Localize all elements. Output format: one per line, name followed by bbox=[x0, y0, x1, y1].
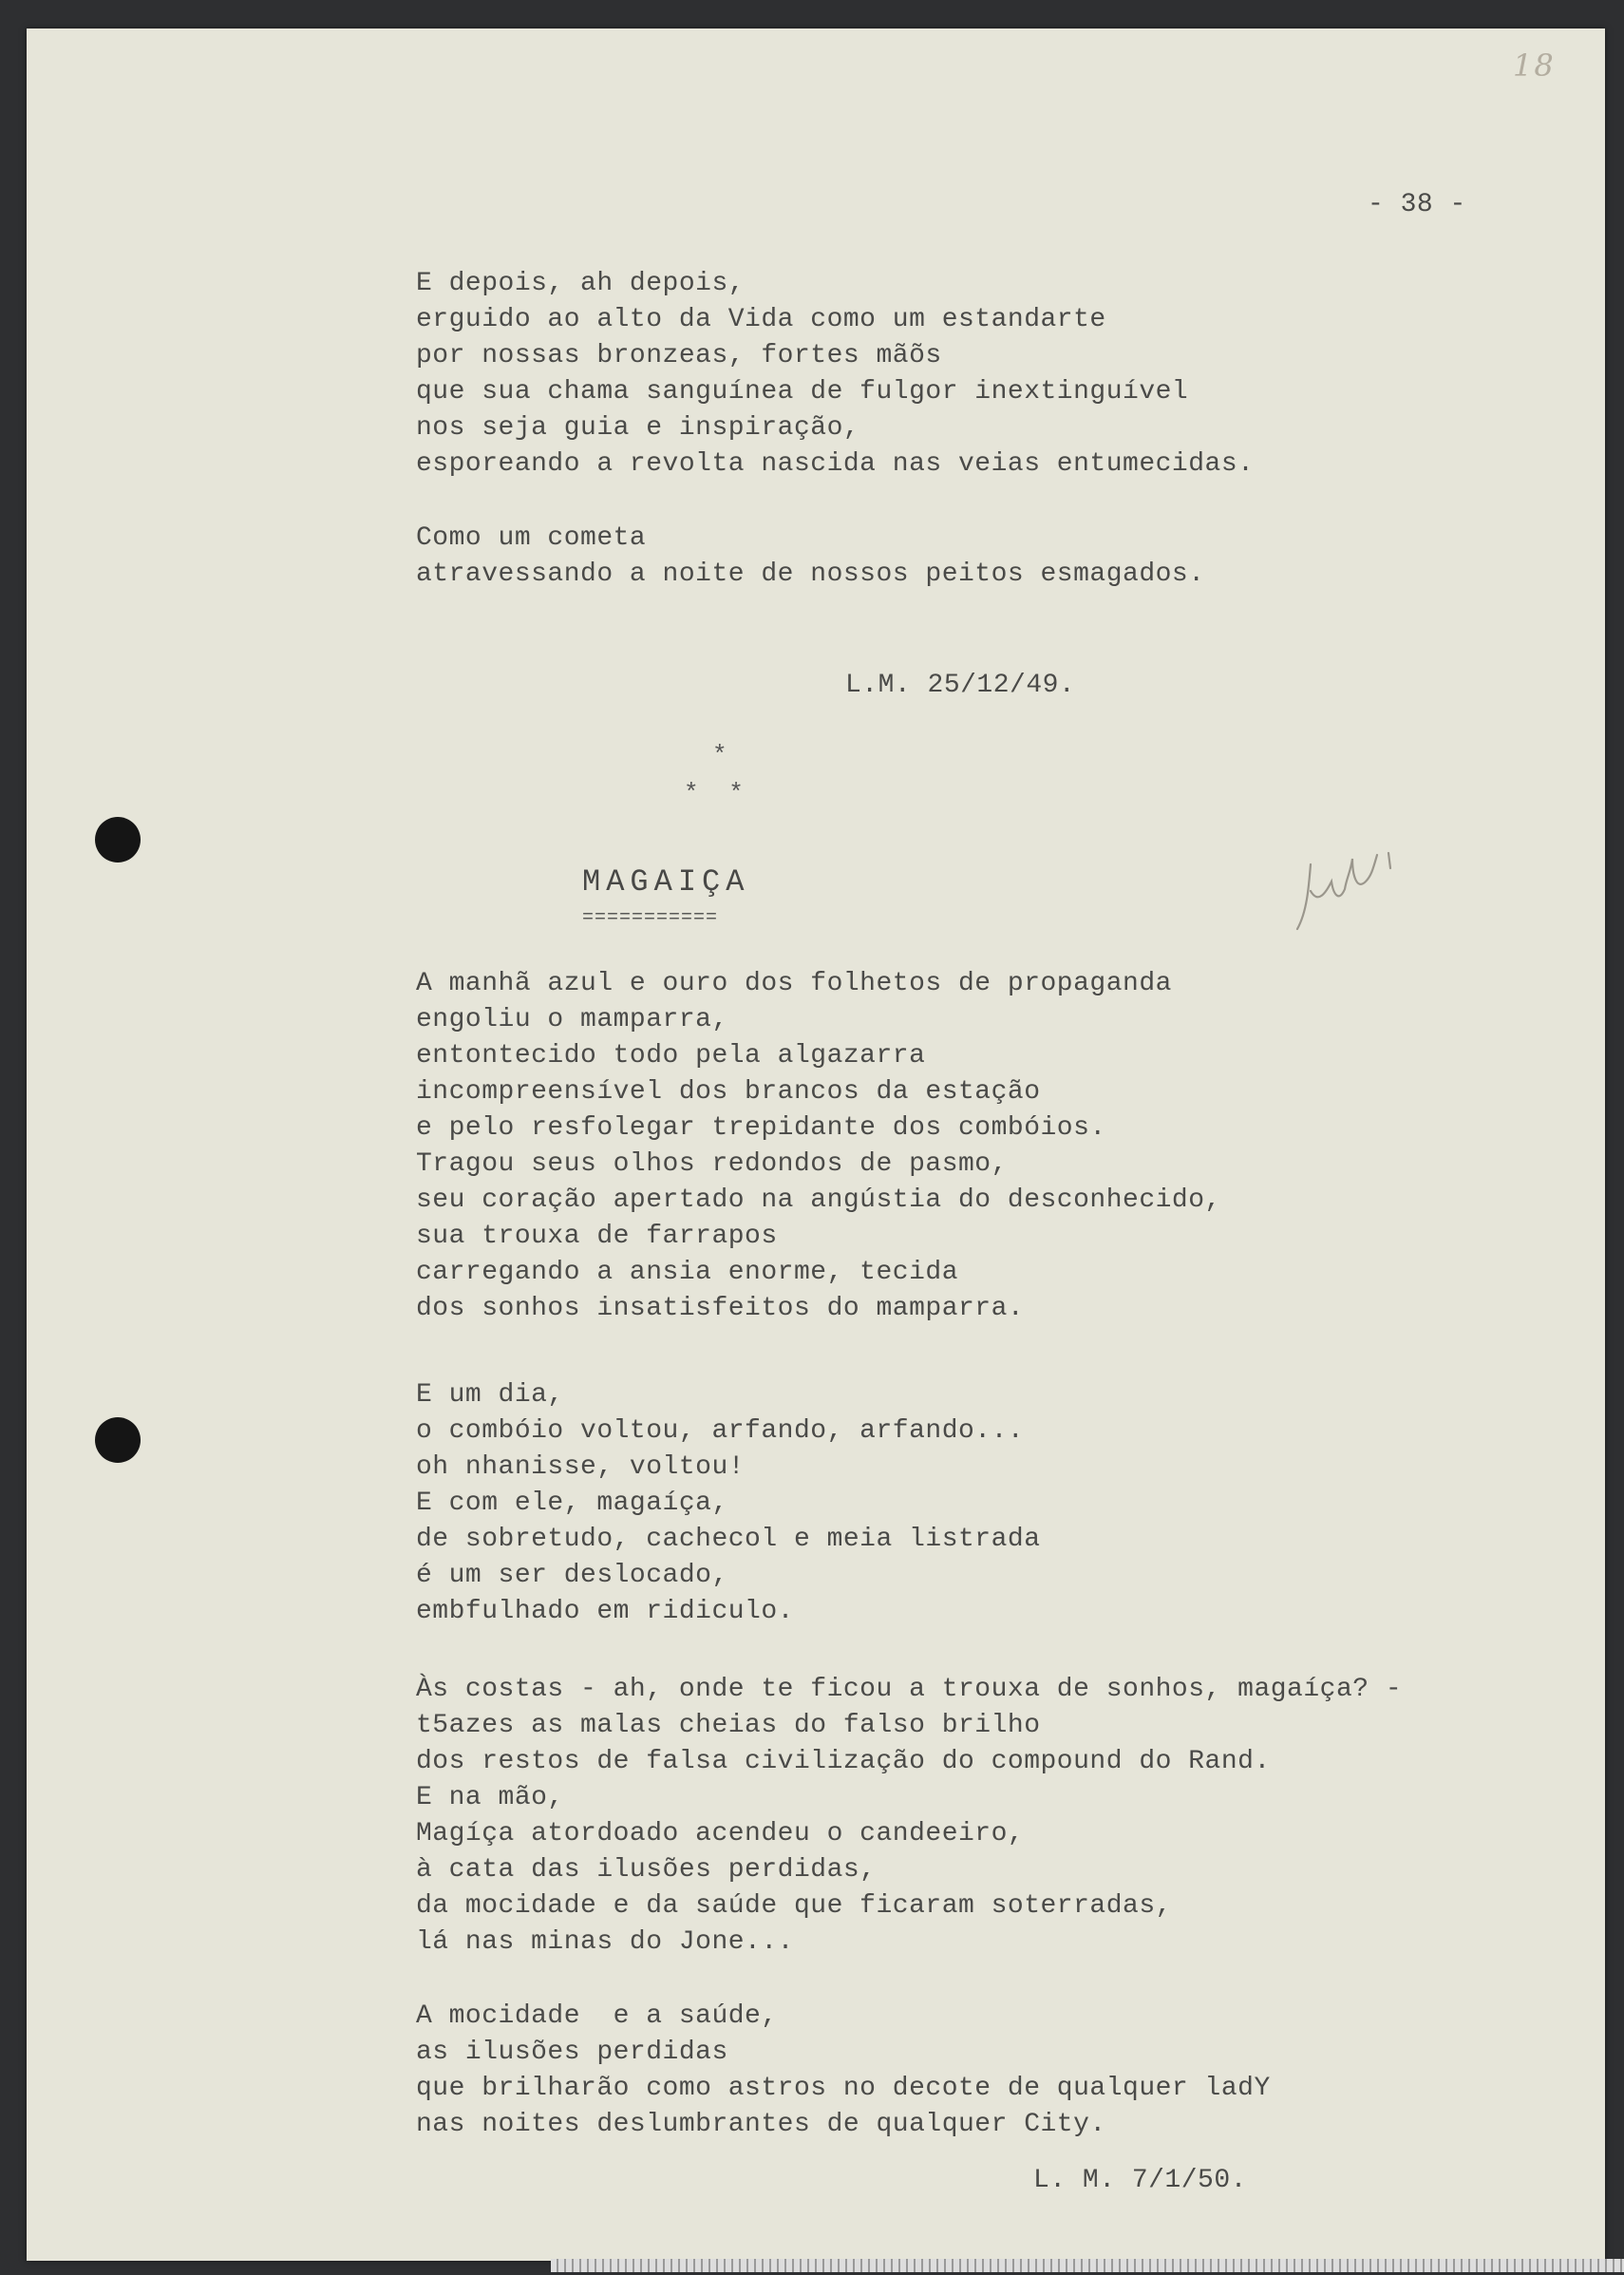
poem-line: E um dia, bbox=[416, 1380, 564, 1410]
stanza-4 bbox=[416, 1377, 1041, 1630]
poem-line: por nossas bronzeas, fortes mãõs bbox=[416, 341, 942, 370]
poem-line: à cata das ilusões perdidas, bbox=[416, 1855, 877, 1885]
poem-line: e pelo resfolegar trepidante dos combóios. bbox=[416, 1113, 1106, 1143]
poem-line: incompreensível dos brancos da estação bbox=[416, 1077, 1041, 1107]
poem-title: MAGAIÇA bbox=[582, 864, 750, 900]
poem-line: é um ser deslocado, bbox=[416, 1561, 728, 1590]
poem-line: dos sonhos insatisfeitos do mamparra. bbox=[416, 1294, 1025, 1323]
poem-line: E com ele, magaíça, bbox=[416, 1488, 728, 1518]
poem-line: que brilharão como astros no decote de qualquer ladY bbox=[416, 2074, 1271, 2103]
document-page bbox=[27, 28, 1605, 2261]
page-number: - 38 - bbox=[1368, 190, 1466, 219]
poem-line: E depois, ah depois, bbox=[416, 269, 746, 298]
poem-line: Às costas - ah, onde te ficou a trouxa de sonhos, magaíça? - bbox=[416, 1675, 1403, 1704]
separator-stars-bottom: * * bbox=[684, 779, 751, 807]
title-underline: =========== bbox=[582, 907, 719, 929]
stanza-1 bbox=[416, 266, 1254, 483]
poem-line: Tragou seus olhos redondos de pasmo, bbox=[416, 1149, 1008, 1179]
poem-line: seu coração apertado na angústia do desconhecido, bbox=[416, 1185, 1221, 1215]
poem-line: entontecido todo pela algazarra bbox=[416, 1041, 926, 1071]
poem-line: t5azes as malas cheias do falso brilho bbox=[416, 1711, 1041, 1740]
poem-line: de sobretudo, cachecol e meia listrada bbox=[416, 1525, 1041, 1554]
stanza-6 bbox=[416, 1999, 1271, 2143]
punch-hole-top bbox=[95, 817, 141, 863]
poem-line: Como um cometa bbox=[416, 523, 647, 553]
pencil-annotation bbox=[1290, 836, 1404, 940]
separator-star-top: * bbox=[712, 741, 727, 769]
poem-line: erguido ao alto da Vida como um estandarte bbox=[416, 305, 1106, 334]
stanza-5 bbox=[416, 1672, 1402, 1961]
poem-line: sua trouxa de farrapos bbox=[416, 1222, 778, 1251]
poem-line: E na mão, bbox=[416, 1783, 564, 1812]
manuscript-number: 18 bbox=[1513, 47, 1556, 84]
poem-line: atravessando a noite de nossos peitos esmagados. bbox=[416, 559, 1205, 589]
poem-line: A mocidade e a saúde, bbox=[416, 2001, 778, 2031]
scan-scale-ruler bbox=[551, 2259, 1624, 2272]
poem-line: Magíça atordoado acendeu o candeeiro, bbox=[416, 1819, 1025, 1848]
poem-line: as ilusões perdidas bbox=[416, 2038, 728, 2067]
poem-line: A manhã azul e ouro dos folhetos de propaganda bbox=[416, 969, 1172, 998]
poem-line: nas noites deslumbrantes de qualquer City. bbox=[416, 2110, 1106, 2139]
poem-line: lá nas minas do Jone... bbox=[416, 1927, 794, 1957]
stanza-2 bbox=[416, 521, 1205, 593]
stanza-3 bbox=[416, 966, 1221, 1327]
punch-hole-bottom bbox=[95, 1417, 141, 1463]
poem-line: nos seja guia e inspiração, bbox=[416, 413, 860, 443]
poem-line: embfulhado em ridiculo. bbox=[416, 1597, 794, 1626]
poem-line: que sua chama sanguínea de fulgor inextinguível bbox=[416, 377, 1189, 407]
poem-line: oh nhanisse, voltou! bbox=[416, 1452, 746, 1482]
poem-line: o combóio voltou, arfando, arfando... bbox=[416, 1416, 1025, 1446]
poem-line: engoliu o mamparra, bbox=[416, 1005, 728, 1034]
poem-line: da mocidade e da saúde que ficaram soterradas, bbox=[416, 1891, 1172, 1921]
poem-line: carregando a ansia enorme, tecida bbox=[416, 1258, 958, 1287]
signature-date-1: L.M. 25/12/49. bbox=[845, 671, 1076, 700]
poem-line: esporeando a revolta nascida nas veias entumecidas. bbox=[416, 449, 1255, 479]
poem-line: dos restos de falsa civilização do compound do Rand. bbox=[416, 1747, 1271, 1776]
signature-date-2: L. M. 7/1/50. bbox=[1033, 2166, 1247, 2195]
